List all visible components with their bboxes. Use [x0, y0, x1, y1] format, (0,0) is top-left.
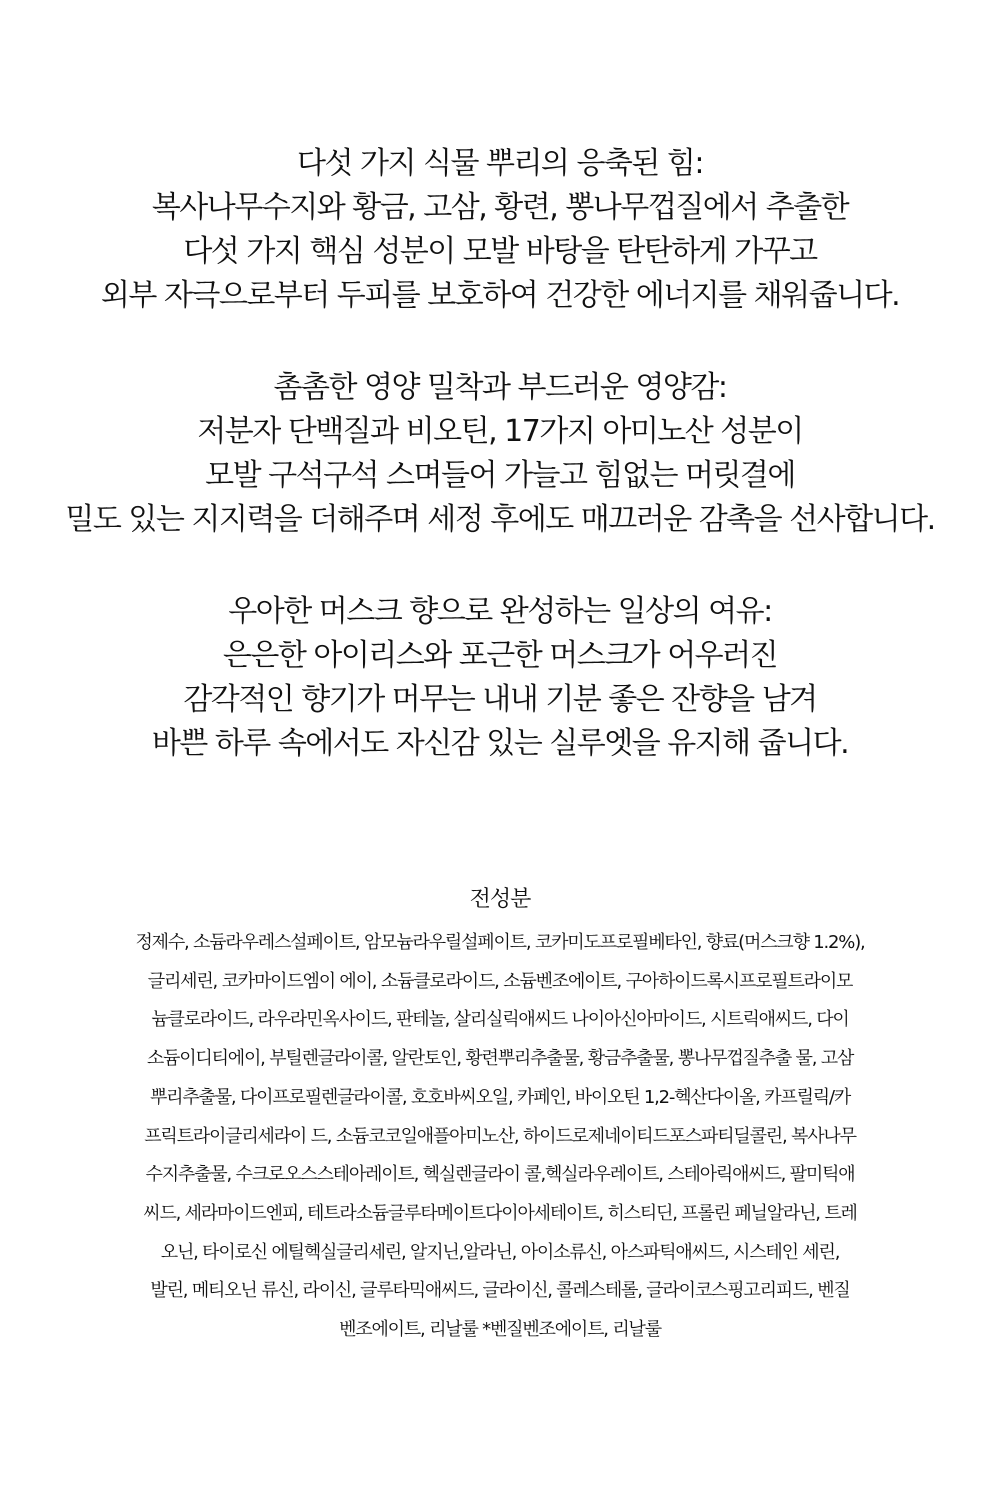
feature-text-line: 바쁜 하루 속에서도 자신감 있는 실루엣을 유지해 줍니다.: [151, 726, 849, 761]
feature-text-line: 다섯 가지 핵심 성분이 모발 바탕을 탄탄하게 가꾸고: [183, 234, 817, 269]
ingredients-list: [40, 924, 960, 1350]
ingredient-line: 오닌, 타이로신 에틸헥실글리세린, 알지닌,알라닌, 아이소류신, 아스파틱애씨드, 시스테인 세린,: [160, 1241, 840, 1263]
feature-heading: 우아한 머스크 향으로 완성하는 일상의 여유:: [228, 594, 772, 629]
ingredient-line: 프릭트라이글리세라이 드, 소듐코코일애플아미노산, 하이드로제네이티드포스파티딜콜린, 복사나무: [144, 1125, 856, 1147]
ingredients-title: 전성분: [469, 887, 531, 912]
feature-section-fragrance: [20, 590, 980, 766]
feature-heading: 촘촘한 영양 밀착과 부드러운 영양감:: [273, 370, 727, 405]
ingredient-line: 수지추출물, 수크로오스스테아레이트, 헥실렌글라이 콜,헥실라우레이트, 스테아릭애씨드, 팔미틱애: [145, 1164, 855, 1186]
ingredient-line: 씨드, 세라마이드엔피, 테트라소듐글루타메이트다이아세테이트, 히스티딘, 프롤린 페닐알라닌, 트레: [143, 1202, 857, 1224]
feature-text-line: 복사나무수지와 황금, 고삼, 황련, 뽕나무껍질에서 추출한: [151, 190, 849, 225]
feature-text-line: 감각적인 향기가 머무는 내내 기분 좋은 잔향을 남겨: [183, 682, 817, 717]
feature-text-line: 외부 자극으로부터 두피를 보호하여 건강한 에너지를 채워줍니다.: [100, 278, 900, 313]
feature-text-line: 모발 구석구석 스며들어 가늘고 힘없는 머릿결에: [205, 458, 795, 493]
feature-text-line: 밀도 있는 지지력을 더해주며 세정 후에도 매끄러운 감촉을 선사합니다.: [65, 502, 935, 537]
feature-section-nutrition: [20, 366, 980, 542]
feature-text-line: 저분자 단백질과 비오틴, 17가지 아미노산 성분이: [197, 414, 803, 449]
ingredient-line: 글리세린, 코카마이드엠이 에이, 소듐클로라이드, 소듐벤조에이트, 구아하이드록시프로필트라이모: [147, 970, 853, 992]
ingredient-line: 벤조에이트, 리날룰 *벤질벤조에이트, 리날룰: [339, 1319, 661, 1341]
ingredient-line: 소듐이디티에이, 부틸렌글라이콜, 알란토인, 황련뿌리추출물, 황금추출물, 뽕나무껍질추출 물, 고삼: [146, 1048, 854, 1070]
feature-heading: 다섯 가지 식물 뿌리의 응축된 힘:: [296, 146, 704, 181]
ingredient-line: 발린, 메티오닌 류신, 라이신, 글루타믹애씨드, 글라이신, 콜레스테롤, 글라이코스핑고리피드, 벤질: [150, 1280, 850, 1302]
ingredient-line: 뿌리추출물, 다이프로필렌글라이콜, 호호바씨오일, 카페인, 바이오틴 1,2-헥산다이올, 카프릴릭/카: [149, 1086, 851, 1108]
ingredient-line: 늄클로라이드, 라우라민옥사이드, 판테놀, 살리실릭애씨드 나이아신아마이드, 시트릭애씨드, 다이: [151, 1009, 849, 1031]
feature-section-plant-roots: [20, 142, 980, 318]
ingredients-section: [40, 880, 960, 1350]
feature-descriptions: [20, 142, 980, 814]
feature-text-line: 은은한 아이리스와 포근한 머스크가 어우러진: [222, 638, 778, 673]
ingredient-line: 정제수, 소듐라우레스설페이트, 암모늄라우릴설페이트, 코카미도프로필베타인, 향료(머스크향 1.2%),: [135, 932, 865, 953]
